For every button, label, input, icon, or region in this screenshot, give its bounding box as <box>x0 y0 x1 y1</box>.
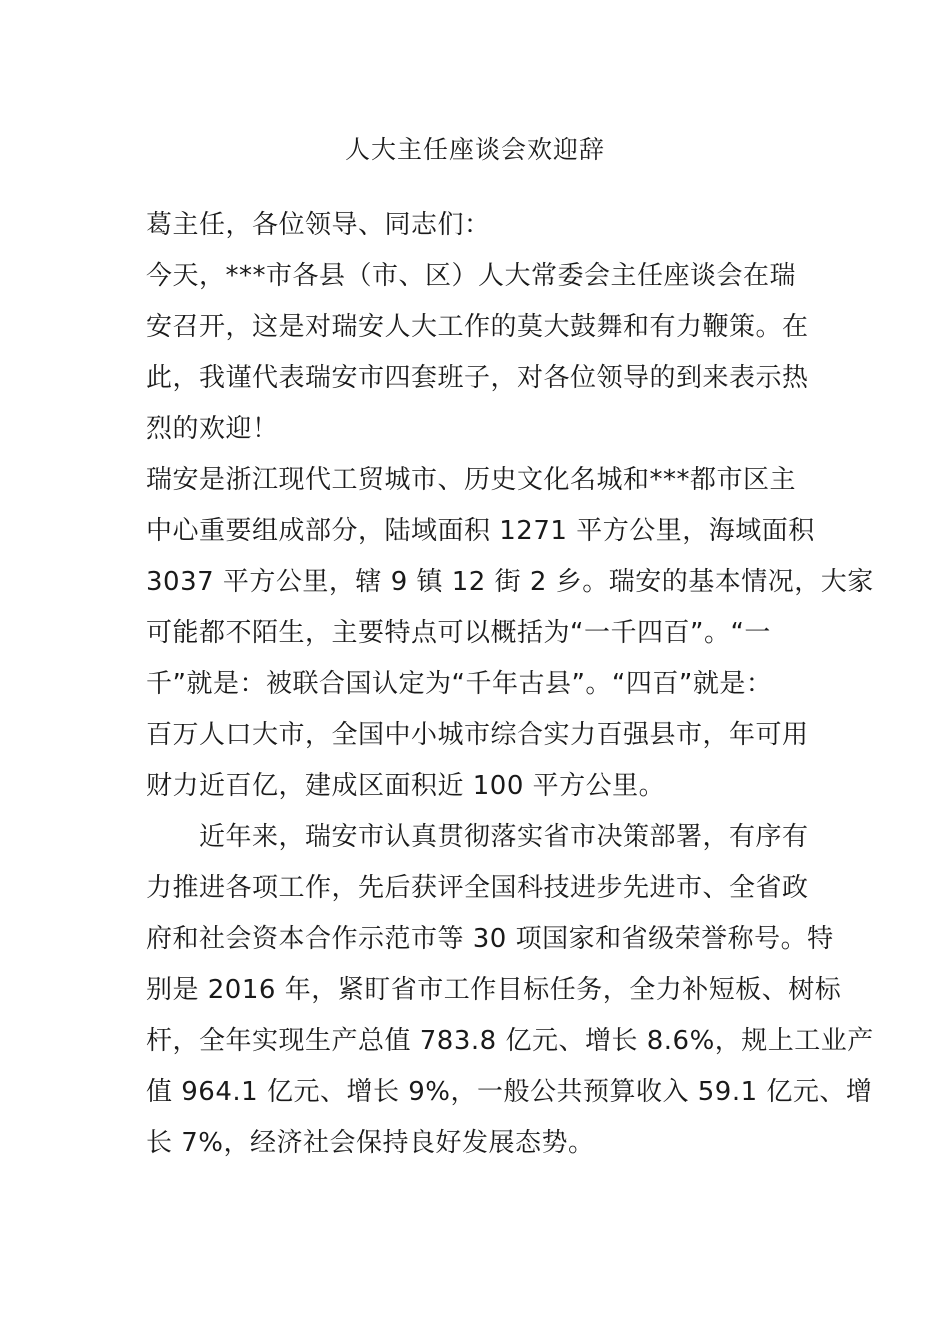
text-line: 力推进各项工作，先后获评全国科技进步先进市、全省政 <box>146 873 809 903</box>
text-line: 瑞安是浙江现代工贸城市、历史文化名城和***都市区主 <box>146 465 797 495</box>
text-line: 中心重要组成部分，陆域面积 1271 平方公里，海域面积 <box>146 516 815 546</box>
text-line: 近年来，瑞安市认真贯彻落实省市决策部署，有序有 <box>146 822 809 852</box>
text-line: 千”就是：被联合国认定为“千年古县”。“四百”就是： <box>146 669 773 699</box>
text-line: 今天，***市各县（市、区）人大常委会主任座谈会在瑞 <box>146 261 797 291</box>
text-line: 3037 平方公里，辖 9 镇 12 街 2 乡。瑞安的基本情况，大家 <box>146 567 874 597</box>
text-line-salutation: 葛主任，各位领导、同志们： <box>146 210 491 240</box>
text-line: 值 964.1 亿元、增长 9%，一般公共预算收入 59.1 亿元、增 <box>146 1077 873 1107</box>
text-line: 别是 2016 年，紧盯省市工作目标任务，全力补短板、树标 <box>146 975 842 1005</box>
document-title: 人大主任座谈会欢迎辞 <box>344 135 605 164</box>
text-line: 府和社会资本合作示范市等 30 项国家和省级荣誉称号。特 <box>146 924 834 954</box>
text-line: 可能都不陌生，主要特点可以概括为“一千四百”。“一 <box>146 618 771 648</box>
text-line: 安召开，这是对瑞安人大工作的莫大鼓舞和有力鞭策。在 <box>146 312 809 342</box>
text-line: 百万人口大市，全国中小城市综合实力百强县市，年可用 <box>146 720 809 750</box>
text-line: 财力近百亿，建成区面积近 100 平方公里。 <box>146 771 666 801</box>
text-line: 杆，全年实现生产总值 783.8 亿元、增长 8.6%，规上工业产 <box>146 1026 874 1056</box>
text-line: 长 7%，经济社会保持良好发展态势。 <box>146 1128 595 1158</box>
text-line: 烈的欢迎！ <box>146 414 279 444</box>
text-line: 此，我谨代表瑞安市四套班子，对各位领导的到来表示热 <box>146 363 809 393</box>
